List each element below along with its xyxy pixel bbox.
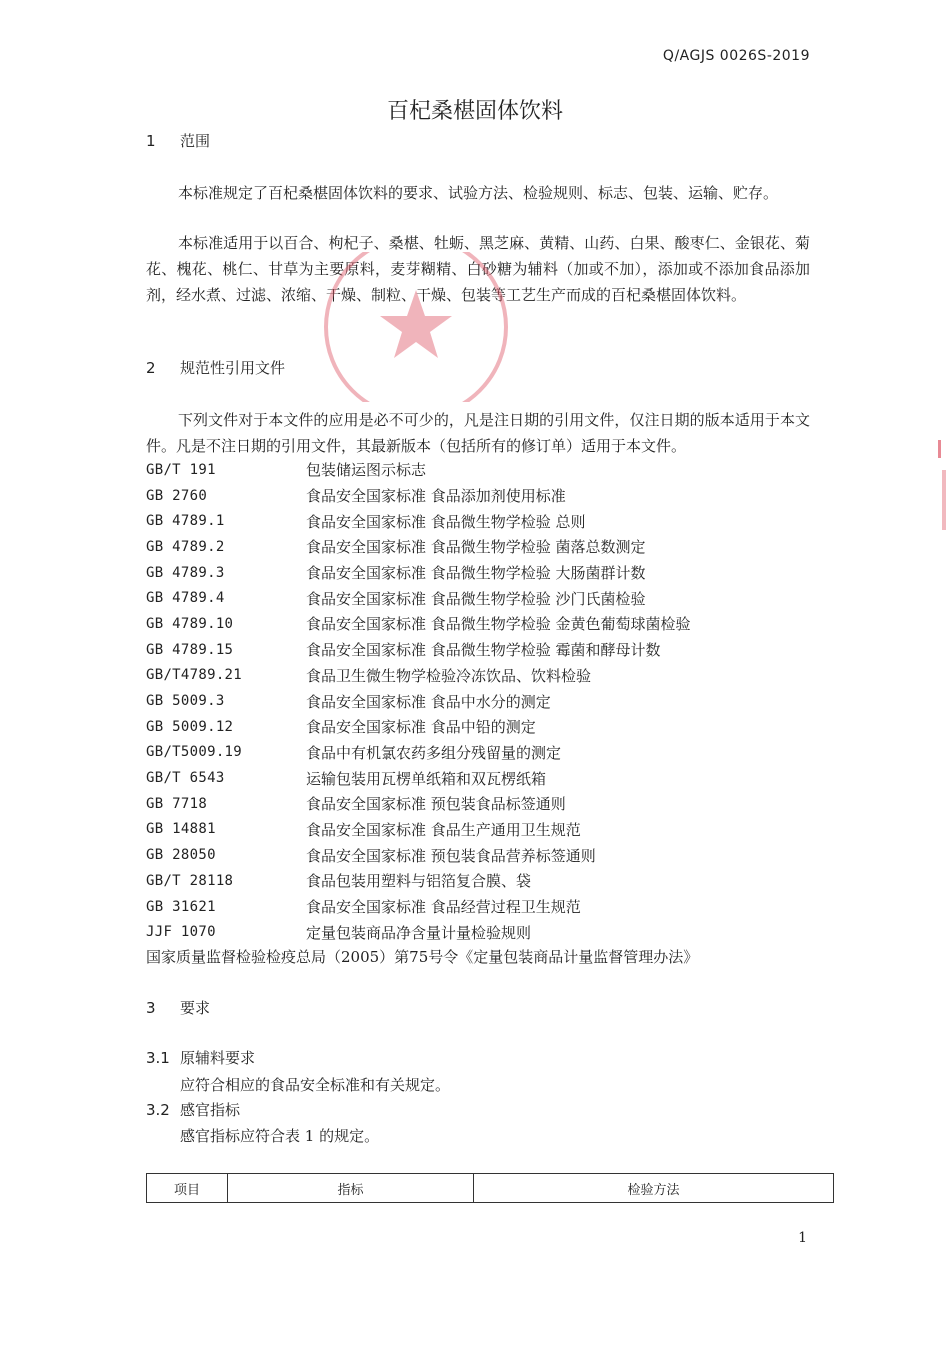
reference-title: 食品安全国家标准 食品微生物学检验 大肠菌群计数 (306, 564, 646, 583)
reference-code: GB 4789.1 (146, 513, 225, 530)
subsection-title: 原辅料要求 (180, 1049, 256, 1067)
reference-title: 食品安全国家标准 食品中铅的测定 (306, 718, 536, 737)
reference-row (146, 714, 826, 740)
reference-code: GB 5009.12 (146, 718, 234, 735)
reference-code: GB 31621 (146, 898, 216, 915)
reference-title: 食品包装用塑料与铝箔复合膜、袋 (306, 872, 532, 891)
subsection-3-1-heading (146, 1047, 255, 1068)
reference-row (146, 740, 826, 766)
section-number: 2 (146, 359, 156, 377)
reference-title: 食品安全国家标准 食品微生物学检验 菌落总数测定 (306, 538, 646, 557)
reference-title: 食品安全国家标准 食品微生物学检验 金黄色葡萄球菌检验 (306, 615, 691, 634)
reference-title: 食品安全国家标准 食品中水分的测定 (306, 692, 551, 711)
table-header-method: 检验方法 (474, 1174, 834, 1203)
reference-code: GB/T 191 (146, 461, 216, 478)
edge-stamp-fragment (936, 440, 948, 540)
reference-code: GB/T 6543 (146, 770, 225, 787)
reference-code: GB 4789.10 (146, 615, 234, 632)
sensory-table (146, 1173, 834, 1203)
reference-row (146, 688, 826, 714)
subsection-3-2-text: 感官指标应符合表 1 的规定。 (180, 1127, 380, 1145)
reference-row (146, 663, 826, 689)
reference-code: GB 28050 (146, 847, 216, 864)
section-title: 规范性引用文件 (180, 359, 286, 377)
reference-code: GB 4789.4 (146, 590, 225, 607)
table-header-item: 项目 (147, 1174, 228, 1203)
references-intro: 下列文件对于本文件的应用是必不可少的，凡是注日期的引用文件，仅注日期的版本适用于本文件。凡是不注日期的引用文件，其最新版本（包括所有的修订单）适用于本文件。 (146, 411, 810, 455)
standard-number: Q/AGJS 0026S-2019 (662, 48, 810, 64)
reference-row (146, 637, 826, 663)
reference-code: GB 5009.3 (146, 693, 225, 710)
reference-title: 食品中有机氯农药多组分残留量的测定 (306, 743, 562, 762)
table-header-row (147, 1174, 834, 1203)
reference-row (146, 919, 826, 945)
subsection-3-2-heading (146, 1099, 240, 1120)
section-title: 要求 (180, 999, 211, 1017)
decree-reference: 国家质量监督检验检疫总局（2005）第75号令《定量包装商品计量监督管理办法》 (146, 948, 699, 966)
reference-row (146, 791, 826, 817)
table-header-indicator: 指标 (228, 1174, 474, 1203)
reference-row (146, 534, 826, 560)
reference-row (146, 868, 826, 894)
section-2-heading (146, 357, 285, 378)
reference-title: 食品安全国家标准 预包装食品标签通则 (306, 795, 566, 814)
company-seal-stamp (318, 252, 514, 402)
reference-row (146, 457, 826, 483)
subsection-number: 3.1 (146, 1049, 170, 1067)
reference-row (146, 483, 826, 509)
reference-title: 食品安全国家标准 食品微生物学检验 霉菌和酵母计数 (306, 641, 661, 660)
reference-title: 食品安全国家标准 预包装食品营养标签通则 (306, 846, 596, 865)
reference-title: 运输包装用瓦楞单纸箱和双瓦楞纸箱 (306, 769, 547, 788)
reference-code: GB 7718 (146, 795, 208, 812)
reference-code: GB 14881 (146, 821, 216, 838)
reference-row (146, 765, 826, 791)
reference-list (146, 457, 826, 945)
reference-title: 食品安全国家标准 食品添加剂使用标准 (306, 487, 566, 506)
reference-code: GB 4789.3 (146, 564, 225, 581)
section-number: 1 (146, 132, 156, 150)
reference-row (146, 560, 826, 586)
reference-code: GB 4789.2 (146, 538, 225, 555)
reference-row (146, 817, 826, 843)
reference-row (146, 842, 826, 868)
reference-code: JJF 1070 (146, 924, 216, 941)
section-title: 范围 (180, 132, 211, 150)
reference-row (146, 585, 826, 611)
reference-title: 包装储运图示标志 (306, 461, 427, 480)
subsection-title: 感官指标 (180, 1101, 241, 1119)
page-title: 百杞桑椹固体饮料 (386, 99, 563, 124)
scope-paragraph-2: 本标准适用于以百合、枸杞子、桑椹、牡蛎、黑芝麻、黄精、山药、白果、酸枣仁、金银花、菊花、槐花、桃仁、甘草为主要原料，麦芽糊精、白砂糖为辅料（加或不加），添加或不添加食品添加剂，经水煮、过滤、浓缩、干燥、制粒、干燥、包装等工艺生产而成的百杞桑椹固体饮料。 (146, 234, 810, 304)
reference-row (146, 894, 826, 920)
reference-code: GB/T4789.21 (146, 667, 243, 684)
subsection-3-1-text: 应符合相应的食品安全标准和有关规定。 (180, 1076, 451, 1094)
section-1-heading (146, 130, 210, 151)
reference-code: GB 4789.15 (146, 641, 234, 658)
reference-title: 食品卫生微生物学检验冷冻饮品、饮料检验 (306, 666, 592, 685)
reference-row (146, 508, 826, 534)
scope-paragraph-1: 本标准规定了百杞桑椹固体饮料的要求、试验方法、检验规则、标志、包装、运输、贮存。 (178, 184, 779, 202)
reference-title: 食品安全国家标准 食品微生物学检验 总则 (306, 512, 586, 531)
reference-title: 食品安全国家标准 食品生产通用卫生规范 (306, 820, 581, 839)
reference-code: GB/T 28118 (146, 872, 234, 889)
reference-title: 定量包装商品净含量计量检验规则 (306, 923, 532, 942)
reference-title: 食品安全国家标准 食品微生物学检验 沙门氏菌检验 (306, 589, 646, 608)
section-3-heading (146, 997, 210, 1018)
subsection-number: 3.2 (146, 1101, 170, 1119)
reference-title: 食品安全国家标准 食品经营过程卫生规范 (306, 898, 581, 917)
reference-row (146, 611, 826, 637)
reference-code: GB 2760 (146, 487, 208, 504)
section-number: 3 (146, 999, 156, 1017)
page-number: 1 (798, 1230, 807, 1246)
reference-code: GB/T5009.19 (146, 744, 243, 761)
